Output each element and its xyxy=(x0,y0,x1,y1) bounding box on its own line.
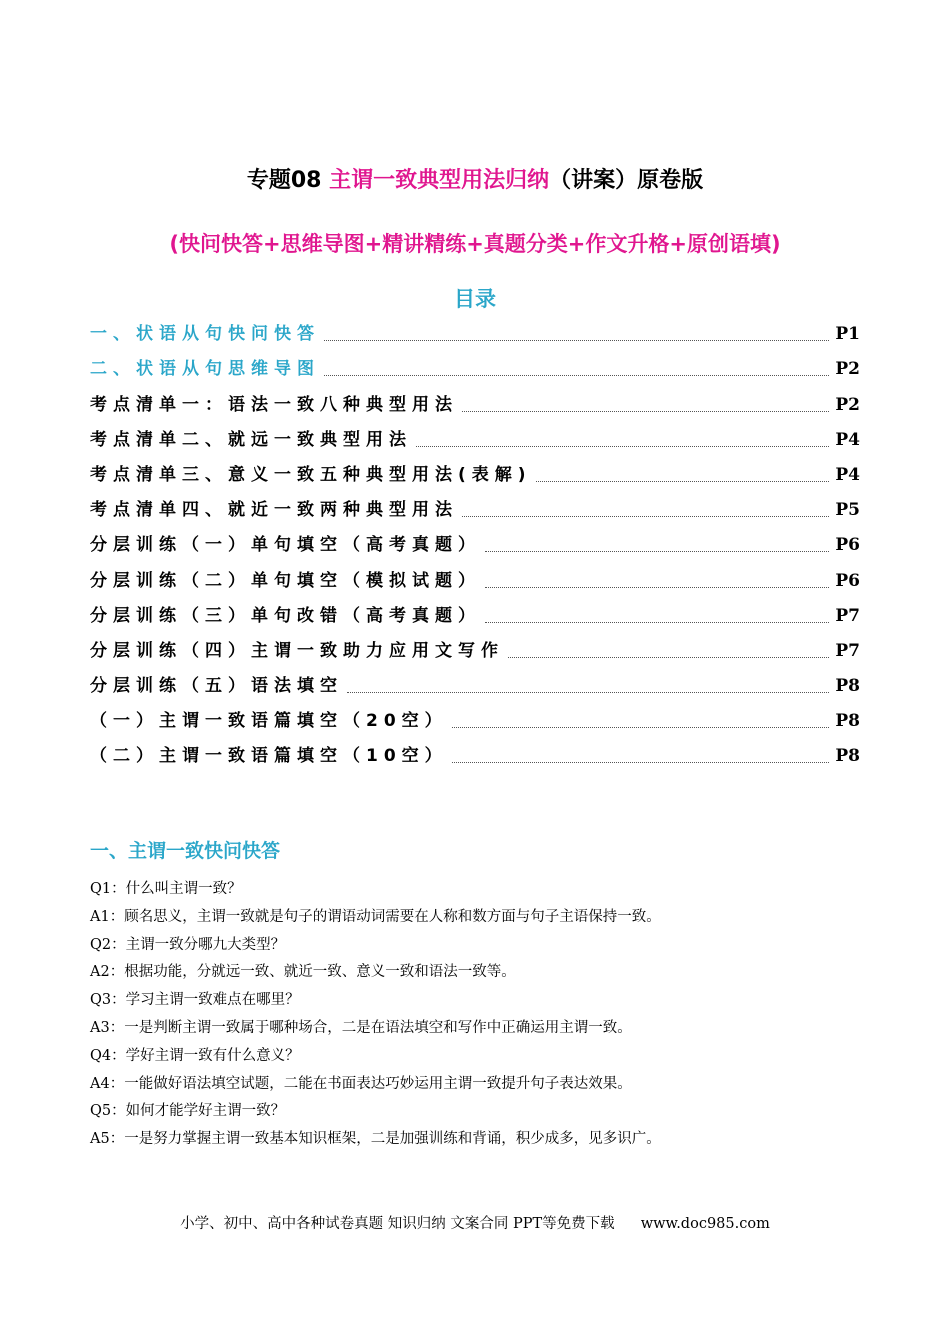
toc-page-number: P8 xyxy=(835,746,860,767)
toc-leader-dots xyxy=(485,622,829,623)
toc-leader-dots xyxy=(508,657,829,658)
toc-page-number: P4 xyxy=(835,464,860,485)
toc-row[interactable] xyxy=(90,524,860,559)
question-line: Q2：主谓一致分哪九大类型？ xyxy=(90,936,286,953)
toc-row[interactable] xyxy=(90,630,860,665)
toc-label: 考点清单四、就近一致两种典型用法 xyxy=(90,500,458,521)
toc-row[interactable] xyxy=(90,419,860,454)
toc-leader-dots xyxy=(452,727,830,728)
question-line: Q1：什么叫主谓一致？ xyxy=(90,881,242,897)
toc-row[interactable] xyxy=(90,595,860,630)
toc-page-number: P2 xyxy=(835,394,860,415)
toc-row[interactable] xyxy=(90,559,860,594)
toc-label: 分层训练（三）单句改错（高考真题） xyxy=(90,605,481,626)
toc-label: （一）主谓一致语篇填空（20空） xyxy=(90,711,448,732)
toc-label: 分层训练（一）单句填空（高考真题） xyxy=(90,535,481,556)
toc-leader-dots xyxy=(485,587,829,588)
toc-page-number: P5 xyxy=(835,500,860,521)
toc-label: （二）主谓一致语篇填空（10空） xyxy=(90,746,448,767)
toc-page-number: P8 xyxy=(835,676,860,697)
toc-label: 分层训练（五）语法填空 xyxy=(90,676,343,697)
toc-row[interactable] xyxy=(90,700,860,735)
title-highlight: 主谓一致典型用法归纳 xyxy=(329,168,550,193)
footer-text: 小学、初中、高中各种试卷真题 知识归纳 文案合同 PPT等免费下载 xyxy=(180,1216,615,1232)
toc-page-number: P7 xyxy=(835,640,860,661)
toc-leader-dots xyxy=(452,762,830,763)
page-footer xyxy=(0,1212,950,1233)
table-of-contents xyxy=(90,313,860,770)
title-prefix: 专题08 xyxy=(246,168,330,193)
toc-row[interactable] xyxy=(90,313,860,348)
toc-row[interactable] xyxy=(90,665,860,700)
toc-label: 考点清单一：语法一致八种典型用法 xyxy=(90,394,458,415)
toc-row[interactable] xyxy=(90,348,860,383)
document-title xyxy=(0,163,950,194)
answer-line: A2：根据功能，分就远一致、就近一致、意义一致和语法一致等。 xyxy=(90,964,516,981)
toc-leader-dots xyxy=(536,481,830,482)
toc-page-number: P7 xyxy=(835,605,860,626)
toc-row[interactable] xyxy=(90,383,860,418)
toc-leader-dots xyxy=(347,692,829,693)
answer-line: A4：一能做好语法填空试题，二能在书面表达巧妙运用主谓一致提升句子表达效果。 xyxy=(90,1075,632,1092)
toc-leader-dots xyxy=(416,446,829,447)
section-heading: 一、主谓一致快问快答 xyxy=(90,840,281,862)
toc-leader-dots xyxy=(324,340,829,341)
footer-url-link[interactable]: www.doc985.com xyxy=(640,1216,770,1232)
toc-label: 一、状语从句快问快答 xyxy=(90,324,320,345)
answer-line: A5：一是努力掌握主谓一致基本知识框架，二是加强训练和背诵，积少成多，见多识广。 xyxy=(90,1131,661,1148)
toc-page-number: P6 xyxy=(835,570,860,591)
toc-page-number: P2 xyxy=(835,359,860,380)
answer-line: A1：顾名思义，主谓一致就是句子的谓语动词需要在人称和数方面与句子主语保持一致。 xyxy=(90,908,661,925)
toc-leader-dots xyxy=(462,411,829,412)
toc-label: 考点清单二、就远一致典型用法 xyxy=(90,429,412,450)
toc-row[interactable] xyxy=(90,454,860,489)
title-suffix: （讲案）原卷版 xyxy=(549,168,704,193)
toc-page-number: P4 xyxy=(835,429,860,450)
question-line: Q3：学习主谓一致难点在哪里？ xyxy=(90,992,300,1009)
answer-line: A3：一是判断主谓一致属于哪种场合，二是在语法填空和写作中正确运用主谓一致。 xyxy=(90,1019,632,1036)
qa-list xyxy=(90,876,880,1154)
toc-page-number: P8 xyxy=(835,711,860,732)
question-line: Q5：如何才能学好主谓一致？ xyxy=(90,1103,286,1120)
toc-leader-dots xyxy=(462,516,829,517)
toc-leader-dots xyxy=(324,375,829,376)
question-line: Q4：学好主谓一致有什么意义？ xyxy=(90,1047,300,1064)
toc-page-number: P6 xyxy=(835,535,860,556)
toc-label: 考点清单三、意义一致五种典型用法(表解) xyxy=(90,464,532,485)
toc-label: 二、状语从句思维导图 xyxy=(90,359,320,380)
toc-leader-dots xyxy=(485,551,829,552)
toc-row[interactable] xyxy=(90,735,860,770)
toc-label: 分层训练（二）单句填空（模拟试题） xyxy=(90,570,481,591)
toc-heading: 目录 xyxy=(454,287,496,311)
toc-page-number: P1 xyxy=(835,324,860,345)
toc-row[interactable] xyxy=(90,489,860,524)
toc-label: 分层训练（四）主谓一致助力应用文写作 xyxy=(90,640,504,661)
document-subtitle: (快问快答+思维导图+精讲精练+真题分类+作文升格+原创语填) xyxy=(169,232,781,256)
